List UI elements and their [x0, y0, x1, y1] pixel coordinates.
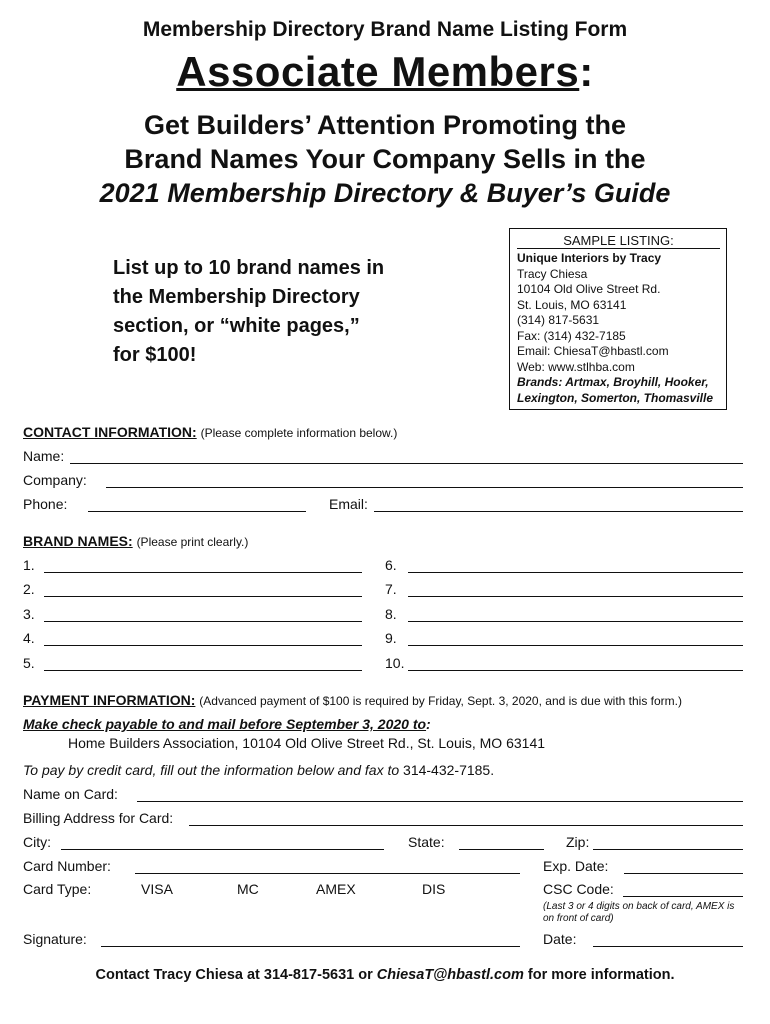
brand-number-1: 1.	[23, 557, 35, 573]
subtitle-line-3: 2021 Membership Directory & Buyer’s Guide	[99, 178, 671, 208]
name-label: Name:	[23, 448, 65, 464]
csc-note	[543, 901, 748, 925]
sample-heading: SAMPLE LISTING:	[517, 233, 720, 249]
card-number-label: Card Number:	[23, 858, 111, 874]
payment-note: (Advanced payment of $100 is required by Friday, Sept. 3, 2020, and is due with this form.)	[199, 694, 682, 708]
contact-section-heading	[23, 424, 397, 440]
brand-field-1[interactable]	[44, 572, 362, 573]
promo-line-1: List up to 10 brand names in	[113, 257, 385, 279]
csc-note-line-1: (Last 3 or 4 digits on back of card, AMEX is	[543, 901, 735, 912]
main-title	[0, 48, 770, 96]
sample-email: Email: ChiesaT@hbastl.com	[517, 344, 669, 358]
csc-field[interactable]	[623, 896, 743, 897]
billing-address-field[interactable]	[189, 825, 743, 826]
signature-label: Signature:	[23, 931, 87, 947]
sample-web: Web: www.stlhba.com	[517, 359, 635, 374]
brand-number-2: 2.	[23, 581, 35, 597]
email-field[interactable]	[374, 511, 743, 512]
brand-field-5[interactable]	[44, 670, 362, 671]
payment-heading: PAYMENT INFORMATION:	[23, 692, 196, 708]
card-type-label: Card Type:	[23, 881, 92, 897]
footer-contact	[0, 967, 770, 983]
state-field[interactable]	[459, 849, 544, 850]
company-field[interactable]	[106, 487, 743, 488]
zip-field[interactable]	[593, 849, 743, 850]
sample-brands-1: Brands: Artmax, Broyhill, Hooker,	[517, 375, 709, 389]
date-label: Date:	[543, 931, 577, 947]
fax-number: 314-432-7185.	[399, 762, 495, 778]
phone-field[interactable]	[88, 511, 306, 512]
phone-label: Phone:	[23, 496, 68, 512]
brands-heading: BRAND NAMES:	[23, 533, 133, 549]
payment-section-heading	[23, 692, 682, 708]
city-label: City:	[23, 834, 51, 850]
sample-brands-2: Lexington, Somerton, Thomasville	[517, 390, 714, 405]
email-label: Email:	[329, 496, 368, 512]
name-on-card-field[interactable]	[137, 801, 743, 802]
company-label: Company:	[23, 472, 87, 488]
brand-number-10: 10.	[385, 655, 405, 671]
sample-listing-box	[509, 228, 727, 410]
sample-address: 10104 Old Olive Street Rd.	[517, 282, 661, 296]
promo-line-2: the Membership Directory	[113, 286, 360, 308]
brand-number-7: 7.	[385, 581, 397, 597]
brand-number-6: 6.	[385, 557, 397, 573]
brand-number-4: 4.	[23, 630, 35, 646]
form-title: Membership Directory Brand Name Listing Form	[142, 18, 628, 41]
state-label: State:	[408, 834, 445, 850]
name-field[interactable]	[70, 463, 743, 464]
footer-text-1: Contact Tracy Chiesa at 314-817-5631 or	[95, 967, 377, 983]
brand-field-10[interactable]	[408, 670, 743, 671]
csc-note-line-2: on front of card)	[543, 913, 614, 924]
brand-field-7[interactable]	[408, 596, 743, 597]
brand-field-3[interactable]	[44, 621, 362, 622]
zip-label: Zip:	[566, 834, 590, 850]
subtitle-line-2: Brand Names Your Company Sells in the	[124, 144, 646, 174]
brand-number-9: 9.	[385, 630, 397, 646]
promo-line-4: for $100!	[113, 344, 197, 366]
promo-text	[113, 254, 384, 370]
sample-company: Unique Interiors by Tracy	[517, 251, 662, 265]
brand-field-8[interactable]	[408, 621, 743, 622]
card-type-mc[interactable]: MC	[237, 881, 259, 897]
csc-label: CSC Code:	[543, 881, 614, 897]
card-type-visa[interactable]: VISA	[141, 881, 173, 897]
check-instruction-colon: :	[426, 716, 431, 732]
promo-line-3: section, or “white pages,”	[113, 315, 360, 337]
sample-contact: Tracy Chiesa	[517, 266, 588, 281]
brand-field-4[interactable]	[44, 645, 362, 646]
mailing-address: Home Builders Association, 10104 Old Olive Street Rd., St. Louis, MO 63141	[68, 735, 546, 751]
date-field[interactable]	[593, 946, 743, 947]
subtitle-line-1: Get Builders’ Attention Promoting the	[143, 110, 626, 140]
credit-card-intro	[23, 762, 494, 778]
name-on-card-label: Name on Card:	[23, 786, 118, 802]
main-title-colon: :	[579, 48, 594, 95]
sample-city: St. Louis, MO 63141	[517, 297, 627, 312]
check-instruction	[23, 716, 431, 732]
city-field[interactable]	[61, 849, 384, 850]
footer-email[interactable]: ChiesaT@hbastl.com	[376, 967, 524, 983]
credit-card-intro-text: To pay by credit card, fill out the information below and fax to	[23, 762, 400, 778]
card-number-field[interactable]	[135, 873, 520, 874]
brand-number-5: 5.	[23, 655, 35, 671]
main-title-text: Associate Members	[176, 48, 580, 95]
card-type-amex[interactable]: AMEX	[316, 881, 356, 897]
exp-date-label: Exp. Date:	[543, 858, 609, 874]
brand-number-3: 3.	[23, 606, 35, 622]
signature-field[interactable]	[101, 946, 520, 947]
contact-note: (Please complete information below.)	[200, 426, 398, 440]
brand-field-6[interactable]	[408, 572, 743, 573]
billing-address-label: Billing Address for Card:	[23, 810, 174, 826]
check-instruction-text: Make check payable to and mail before September 3, 2020 to	[23, 716, 427, 732]
sample-phone: (314) 817-5631	[517, 313, 600, 327]
contact-heading: CONTACT INFORMATION:	[23, 424, 197, 440]
brand-field-9[interactable]	[408, 645, 743, 646]
brands-section-heading	[23, 533, 248, 549]
card-type-dis[interactable]: DIS	[422, 881, 446, 897]
sample-fax: Fax: (314) 432-7185	[517, 328, 626, 343]
brand-field-2[interactable]	[44, 596, 362, 597]
brands-note: (Please print clearly.)	[136, 535, 249, 549]
brand-number-8: 8.	[385, 606, 397, 622]
exp-date-field[interactable]	[624, 873, 743, 874]
footer-text-2: for more information.	[523, 967, 675, 983]
